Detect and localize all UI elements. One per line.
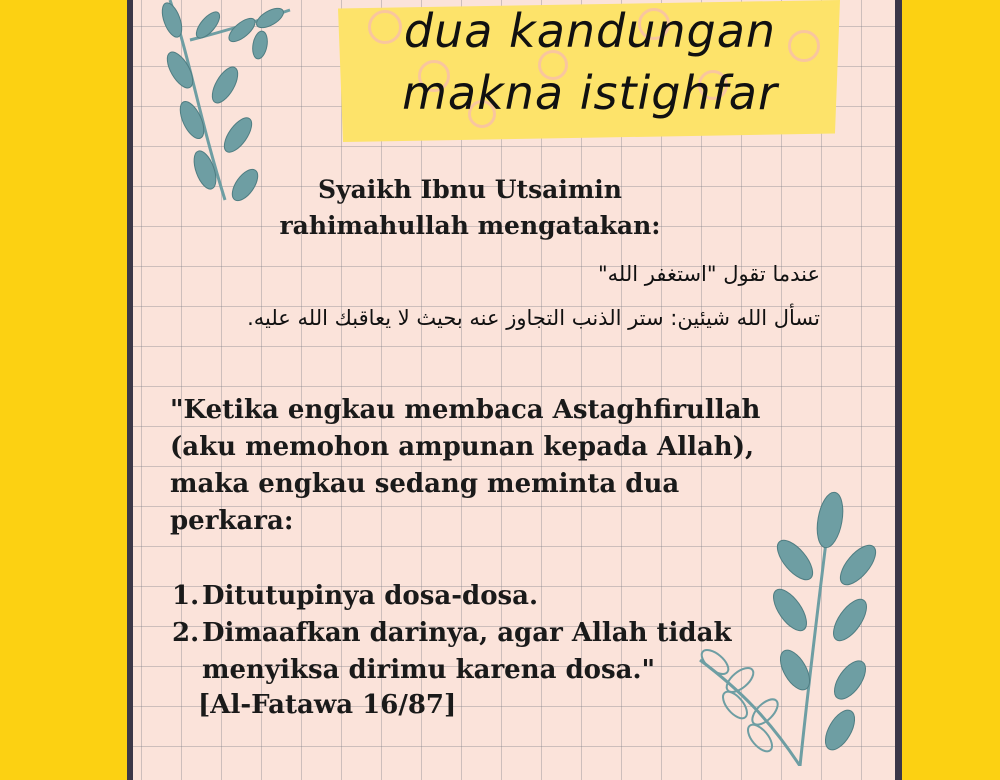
request-list: [172, 578, 772, 689]
leaf-branch-bottom-right-icon: [690, 490, 890, 766]
list-item-text: Dimaafkan darinya, agar Allah tidak menyiksa dirimu karena dosa.": [202, 618, 732, 685]
title-line-1: dua kandungan: [403, 4, 777, 58]
list-item: [172, 615, 732, 689]
quote-line-3: maka engkau sedang meminta dua: [170, 469, 680, 499]
list-item-number: 1.: [172, 581, 200, 611]
list-item-text: Ditutupinya dosa-dosa.: [202, 581, 539, 611]
quote-line-2: (aku memohon ampunan kepada Allah),: [170, 432, 755, 462]
title-line-2: makna istighfar: [402, 66, 778, 120]
quote-line-4: perkara:: [170, 506, 294, 536]
reference: [Al-Fatawa 16/87]: [198, 690, 457, 720]
author-line-1: Syaikh Ibnu Utsaimin: [318, 175, 622, 204]
quote-line-1: "Ketika engkau membaca Astaghfirullah: [170, 395, 761, 425]
list-item-number: 2.: [172, 618, 200, 648]
arabic-line-1: عندما تقول "استغفر الله": [597, 262, 820, 286]
arabic-line-2: تسأل الله شيئين: ستر الذنب التجاوز عنه بحيث لا يعاقبك الله عليه.: [247, 306, 820, 330]
author-line-2: rahimahullah mengatakan:: [279, 211, 661, 240]
list-item: [172, 578, 772, 615]
